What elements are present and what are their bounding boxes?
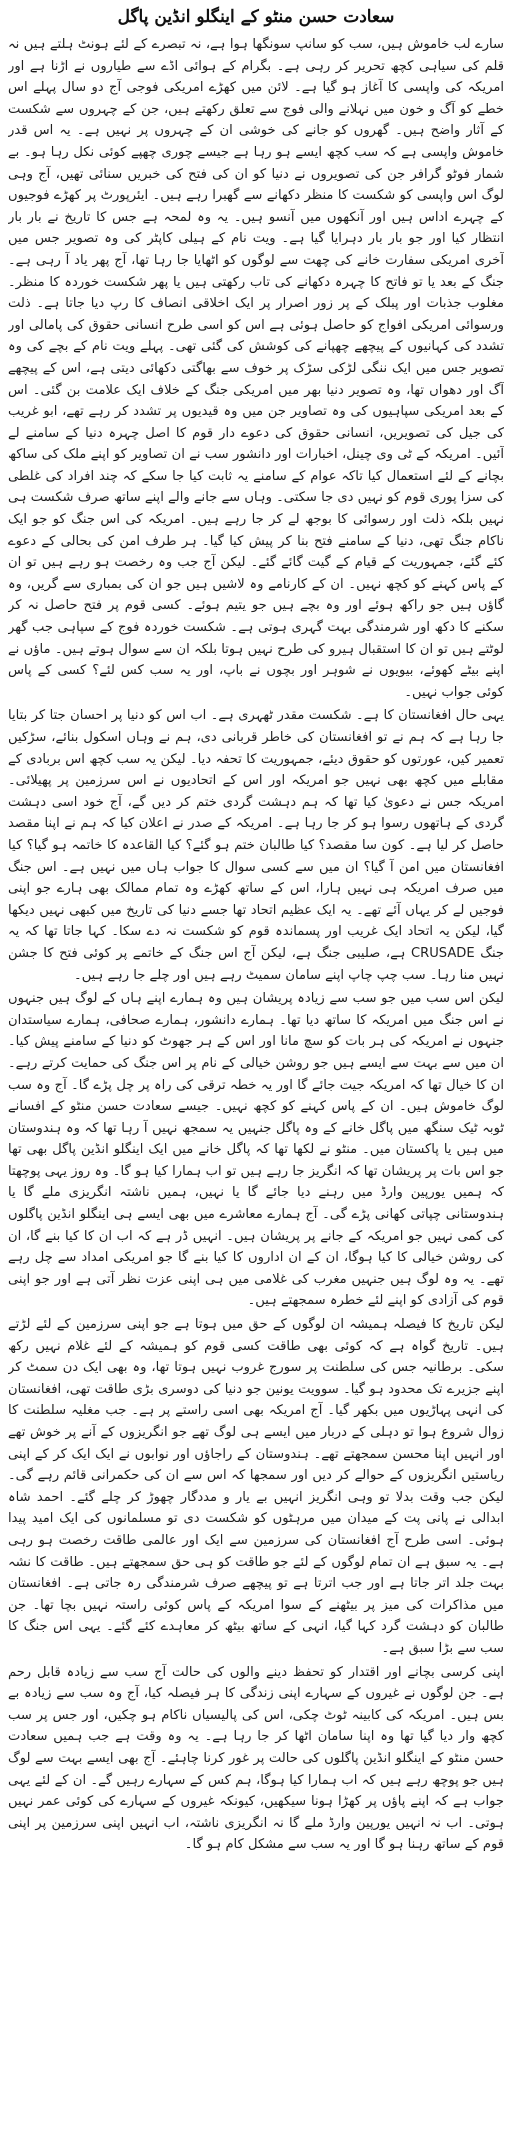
article-body — [8, 34, 504, 2130]
article-paragraph: سارے لب خاموش ہیں، سب کو سانپ سونگھا ہوا ہے، نہ تبصرے کے لئے ہونٹ ہلتے ہیں نہ قلم کی سیاہی کچھ تحریر کر رہی ہے۔ بگرام کے ہوائی اڈے سے طیاروں نے اڑنا ہے اور امریکہ کی واپسی کا آغاز ہو گیا ہے۔ لائن میں کھڑے امریکی فوجی آج دو سال پہلے اس خطے کو آگ و خون میں نہلانے والی فوج سے تعلق رکھتے ہیں، جن کے چہروں سے شکست کے آثار واضح ہیں۔ گھروں کو جانے کی خوشی ان کے چہروں پر نہیں ہے۔ یہ اس قدر خاموش واپسی ہے کہ سب کچھ ایسے ہو رہا ہے جیسے چوری چھپے کوئی نکل رہا ہو۔ بے شمار فوٹو گرافر جن کی تصویروں نے دنیا کو ان کی فتح کی خبریں سنائی تھیں، آج وہی لوگ اس واپسی کو شکست کا منظر دکھانے سے گھبرا رہے ہیں۔ ایئرپورٹ پر کھڑے فوجیوں کے چہرے اداس ہیں اور آنکھوں میں آنسو ہیں۔ یہ وہ لمحہ ہے جس کا تاریخ نے بار بار انتظار کیا اور جو بار بار دہرایا گیا ہے۔ ویت نام کے ہیلی کاپٹر کی وہ تصویر جس میں آخری امریکی سفارت خانے کی چھت سے لوگوں کو اٹھایا جا رہا تھا، آج پھر یاد آ رہی ہے۔ جنگ کے بعد یا تو فاتح کا چہرہ دکھانے کی تاب رکھتی ہیں یا پھر شکست خوردہ کا منظر۔ مغلوب جذبات اور پبلک کے پر زور اصرار پر ایک اخلاقی انصاف کا رپ دیا جاتا ہے۔ ذلت ورسوائی امریکی افواج کو حاصل ہوئی ہے اس کو اسی طرح انسانی حقوق کی پامالی اور تشدد کی کہانیوں کے پیچھے چھپانے کی کوشش کی گئی تھی۔ پہلے ویت نام کے بچے کی وہ تصویر جس میں ایک ننگی لڑکی سڑک پر خوف سے بھاگتی دکھائی دیتی ہے، اس کے پیچھے آگ اور دھواں تھا، وہ تصویر دنیا بھر میں امریکی جنگ کے خلاف ایک علامت بن گئی۔ اس کے بعد امریکی سپاہیوں کی وہ تصاویر جن میں وہ قیدیوں پر تشدد کر رہے تھے، ابو غریب کی جیل کی تصویریں، انسانی حقوق کی دعوے دار قوم کا اصل چہرہ دنیا کے سامنے لے آئیں۔ امریکہ کے ٹی وی چینل، اخبارات اور دانشور سب نے ان تصاویر کو اپنے ملک کی ساکھ بچانے کے لئے استعمال کیا تاکہ عوام کے سامنے یہ ثابت کیا جا سکے کہ چند افراد کی غلطی کی سزا پوری قوم کو نہیں دی جا سکتی۔ وہاں سے جانے والے اپنے ساتھ صرف شکست ہی نہیں بلکہ ذلت اور رسوائی کا بوجھ لے کر جا رہے ہیں۔ امریکہ کی اس جنگ کو جو ایک ناکام جنگ تھی، دنیا کے سامنے فتح بنا کر پیش کیا گیا۔ ہر طرف امن کی بحالی کے دعوے کئے گئے، جمہوریت کے قیام کے گیت گائے گئے۔ لیکن آج جب وہ رخصت ہو رہے ہیں تو ان کے پاس کہنے کو کچھ نہیں۔ ان کے کارنامے وہ لاشیں ہیں جو ان کی بمباری سے گریں، وہ گاؤں ہیں جو راکھ ہوئے اور وہ بچے ہیں جو یتیم ہوئے۔ کسی قوم پر فتح حاصل نہ کر سکنے کا دکھ اور شرمندگی بہت گہری ہوتی ہے۔ شکست خوردہ فوج کے سپاہی جب گھر لوٹتے ہیں تو ان کا استقبال ہیرو کی طرح نہیں ہوتا بلکہ ان سے سوال ہوتے ہیں۔ ماؤں نے اپنے بیٹے کھوئے، بیویوں نے شوہر اور بچوں نے باپ، اور یہ سب کس لئے؟ کسی کے پاس کوئی جواب نہیں۔ — [8, 37, 504, 700]
article-headline: سعادت حسن منٹو کے اینگلو انڈین پاگل — [117, 7, 395, 27]
article-paragraph: یہی حال افغانستان کا ہے۔ شکست مقدر ٹھہری ہے۔ اب اس کو دنیا پر احسان جتا کر بتایا جا رہا ہے کہ ہم نے تو افغانستان کی خاطر قربانی دی، ہم نے وہاں اسکول بنائے، سڑکیں تعمیر کیں، عورتوں کو حقوق دیئے، جمہوریت کا تحفہ دیا۔ لیکن یہ سب کچھ اس بربادی کے مقابلے میں کچھ بھی نہیں جو امریکہ اور اس کے اتحادیوں نے اس سرزمین پر پھیلائی۔ امریکہ جس نے دعویٰ کیا تھا کہ ہم دہشت گردی ختم کر دیں گے، آج خود اسی دہشت گردی کے ہاتھوں رسوا ہو کر جا رہا ہے۔ امریکہ کے صدر نے اعلان کیا کہ ہم نے اپنا مقصد حاصل کر لیا ہے۔ کون سا مقصد؟ کیا طالبان ختم ہو گئے؟ کیا القاعدہ کا خاتمہ ہو گیا؟ کیا افغانستان میں امن آ گیا؟ ان میں سے کسی سوال کا جواب ہاں میں نہیں ہے۔ اس جنگ میں صرف امریکہ ہی نہیں ہارا، اس کے ساتھ کھڑے وہ تمام ممالک بھی ہارے جو اپنی فوجیں لے کر یہاں آئے تھے۔ یہ ایک عظیم اتحاد تھا جسے دنیا کی تاریخ میں کبھی نہیں دیکھا گیا، لیکن یہ اتحاد ایک غریب اور پسماندہ قوم کو شکست نہ دے سکا۔ کہا جاتا تھا کہ یہ جنگ CRUSADE ہے، صلیبی جنگ ہے، لیکن آج اس جنگ کے خاتمے پر کوئی فتح کا جشن نہیں منا رہا۔ سب چپ چاپ اپنے سامان سمیٹ رہے ہیں اور چلے جا رہے ہیں۔ — [8, 708, 504, 983]
article-paragraph: اپنی کرسی بچانے اور اقتدار کو تحفظ دینے والوں کی حالت آج سب سے زیادہ قابل رحم ہے۔ جن لوگوں نے غیروں کے سہارے اپنی زندگی کا ہر فیصلہ کیا، آج وہ سب سے زیادہ بے بس ہیں۔ امریکہ کی کابینہ ٹوٹ چکی، اس کی پالیسیاں ناکام ہو چکیں، اور جس پر سب کچھ وار دیا گیا تھا وہ اپنا سامان اٹھا کر جا رہا ہے۔ یہ وہ وقت ہے جب ہمیں سعادت حسن منٹو کے اینگلو انڈین پاگلوں کی حالت پر غور کرنا چاہئے۔ آج بھی ایسے بہت سے لوگ ہیں جو پوچھ رہے ہیں کہ اب ہمارا کیا ہوگا، ہم کس کے سہارے رہیں گے۔ ان کے لئے یہی جواب ہے کہ اپنے پاؤں پر کھڑا ہونا سیکھیں، کیونکہ غیروں کے سہارے کی کوئی عمر نہیں ہوتی۔ اب نہ انہیں یورپین وارڈ ملے گا نہ انگریزی ناشتہ، اب انہیں اپنی سرزمین پر اپنی قوم کے ساتھ رہنا ہو گا اور یہ سب سے مشکل کام ہو گا۔ — [8, 1664, 504, 1853]
article-paragraph: لیکن اس سب میں جو سب سے زیادہ پریشان ہیں وہ ہمارے اپنے ہاں کے لوگ ہیں جنہوں نے اس جنگ میں امریکہ کا ساتھ دیا تھا۔ ہمارے دانشور، ہمارے صحافی، ہمارے سیاستدان جنہوں نے امریکہ کی ہر بات کو سچ مانا اور اس کے ہر جھوٹ کو دنیا کے سامنے پیش کیا۔ ان میں سے بہت سے ایسے ہیں جو روشن خیالی کے نام پر اس جنگ کی حمایت کرتے رہے۔ ان کا خیال تھا کہ امریکہ جیت جائے گا اور یہ خطہ ترقی کی راہ پر چل پڑے گا۔ آج وہ سب لوگ خاموش ہیں۔ ان کے پاس کہنے کو کچھ نہیں۔ جیسے سعادت حسن منٹو کے افسانے ٹوبہ ٹیک سنگھ میں پاگل خانے کے وہ پاگل جنہیں یہ سمجھ نہیں آ رہا تھا کہ وہ ہندوستان میں ہیں یا پاکستان میں۔ منٹو نے لکھا تھا کہ پاگل خانے میں ایک اینگلو انڈین پاگل بھی تھا جو اس بات پر پریشان تھا کہ انگریز جا رہے ہیں تو اب ہمارا کیا ہو گا۔ وہ روز یہی پوچھتا کہ ہمیں یورپین وارڈ میں رہنے دیا جائے گا یا نہیں، ہمیں ناشتہ انگریزی ملے گا یا ہندوستانی چپاتی کھانی پڑے گی۔ آج ہمارے معاشرے میں بھی ایسے ہی اینگلو انڈین پاگلوں کی کمی نہیں جو امریکہ کے جانے پر پریشان ہیں۔ انہیں ڈر ہے کہ اب ان کا کیا بنے گا، ان کی روشن خیالی کا کیا ہوگا، ان کے ان اداروں کا کیا بنے گا جو امریکی امداد سے چل رہے تھے۔ یہ وہ لوگ ہیں جنہیں مغرب کی غلامی میں ہی اپنی عزت نظر آتی ہے اور جو اپنی قوم کی آزادی کو اپنے لئے خطرہ سمجھتے ہیں۔ — [8, 991, 504, 1309]
article-paragraph: لیکن تاریخ کا فیصلہ ہمیشہ ان لوگوں کے حق میں ہوتا ہے جو اپنی سرزمین کے لئے لڑتے ہیں۔ تاریخ گواہ ہے کہ کوئی بھی طاقت کسی قوم کو ہمیشہ کے لئے غلام نہیں رکھ سکی۔ برطانیہ جس کی سلطنت پر سورج غروب نہیں ہوتا تھا، وہ بھی ایک دن سمٹ کر اپنے جزیرے تک محدود ہو گیا۔ سوویت یونین جو دنیا کی دوسری بڑی طاقت تھی، افغانستان کی انہی پہاڑیوں میں بکھر گیا۔ آج امریکہ بھی اسی راستے پر ہے۔ جب مغلیہ سلطنت کا زوال شروع ہوا تو دہلی کے دربار میں ایسے ہی لوگ تھے جو انگریزوں کے آنے پر خوش تھے اور انہیں اپنا محسن سمجھتے تھے۔ ہندوستان کے راجاؤں اور نوابوں نے ایک ایک کر کے اپنی ریاستیں انگریزوں کے حوالے کر دیں اور سمجھا کہ اس سے ان کی حکمرانی قائم رہے گی۔ لیکن جب وقت بدلا تو وہی انگریز انہیں بے یار و مددگار چھوڑ کر چلے گئے۔ احمد شاہ ابدالی نے پانی پت کے میدان میں مرہٹوں کو شکست دی تو مسلمانوں کی ایک امید پیدا ہوئی۔ اسی طرح آج افغانستان کی سرزمین سے ایک اور عالمی طاقت رخصت ہو رہی ہے۔ یہ سبق ہے ان تمام لوگوں کے لئے جو طاقت کو ہی حق سمجھتے ہیں۔ طاقت کا نشہ بہت جلد اتر جاتا ہے اور جب اترتا ہے تو پیچھے صرف شرمندگی رہ جاتی ہے۔ افغانستان میں مذاکرات کی میز پر بیٹھنے کے سوا امریکہ کے پاس کوئی راستہ نہیں بچا تھا۔ جن طالبان کو دہشت گرد کہا گیا، انہی کے ساتھ بیٹھ کر معاہدے کئے گئے۔ یہی اس جنگ کا سب سے بڑا سبق ہے۔ — [8, 1317, 504, 1656]
